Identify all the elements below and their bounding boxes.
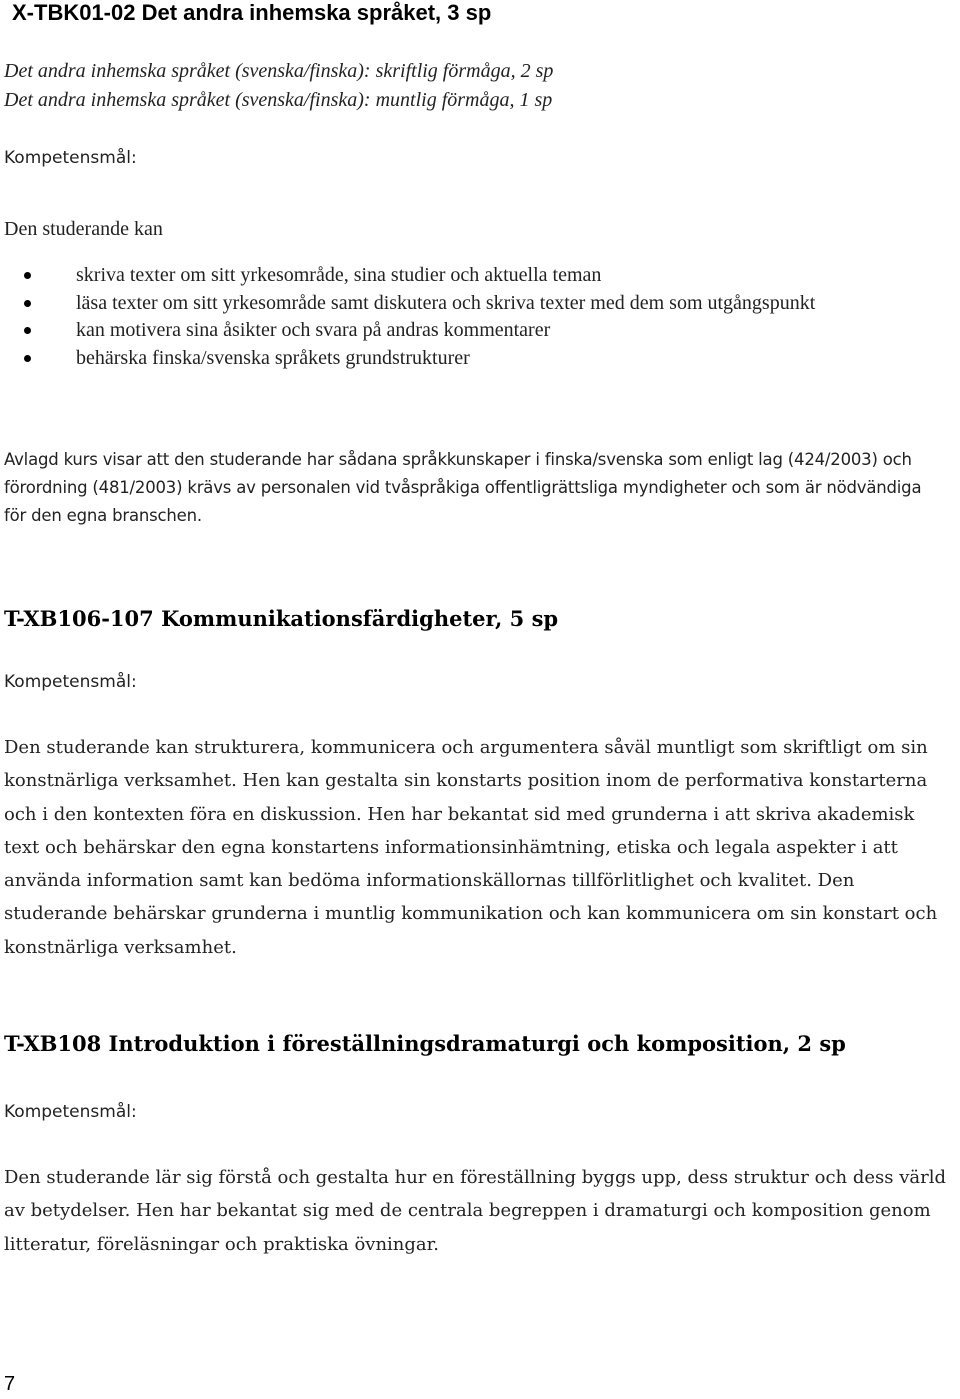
competence-heading: Kompetensmål: xyxy=(4,148,137,168)
list-item: skriva texter om sitt yrkesområde, sina studier och aktuella teman xyxy=(24,262,904,290)
list-item: läsa texter om sitt yrkesområde samt diskutera och skriva texter med dem som utgångspunkt xyxy=(24,290,904,318)
course-title-tbk01: X-TBK01-02 Det andra inhemska språket, 3 sp xyxy=(12,0,492,25)
course-description: Den studerande lär sig förstå och gestalta hur en föreställning byggs upp, dess struktur och dess värld av betydelser. Hen har bekantat sig med de centrala begreppen i dramaturgi och komposition genom litteratur, föreläsningar och praktiska övningar. xyxy=(4,1167,946,1255)
list-item: kan motivera sina åsikter och svara på andras kommentarer xyxy=(24,317,904,345)
course-description: Den studerande kan strukturera, kommunicera och argumentera såväl muntligt som skriftligt om sin konstnärliga verksamhet. Hen kan gestalta sin konstarts position inom de performativa konstarterna och i den kontexten föra en diskussion. Hen har bekantat sid med grunderna i att skriva akademisk text och behärskar den egna konstartens informationsinhämtning, etiska och legala aspekter i att använda information samt kan bedöma informationskällornas tillförlitlighet och kvalitet. Den studerande behärskar grunderna i muntlig kommunikation och kan kommunicera om sin konstart och konstnärliga verksamhet. xyxy=(4,737,938,958)
course-description: Avlagd kurs visar att den studerande har sådana språkkunskaper i finska/svenska som enligt lag (424/2003) och förordning (481/2003) krävs av personalen vid tvåspråkiga offentligrättsliga myndigheter och som är nödvändiga för den egna branschen. xyxy=(4,450,922,525)
competence-heading: Kompetensmål: xyxy=(4,1102,137,1122)
course-title-txb106: T-XB106-107 Kommunikationsfärdigheter, 5 sp xyxy=(4,606,559,631)
subcourse-written: Det andra inhemska språket (svenska/finska): skriftlig förmåga, 2 sp xyxy=(4,60,554,82)
competence-list xyxy=(24,262,904,372)
competence-heading: Kompetensmål: xyxy=(4,672,137,692)
course-title-txb108: T-XB108 Introduktion i föreställningsdramaturgi och komposition, 2 sp xyxy=(4,1031,846,1056)
page-number: 7 xyxy=(4,1373,16,1395)
competence-intro: Den studerande kan xyxy=(4,218,163,240)
subcourse-oral: Det andra inhemska språket (svenska/finska): muntlig förmåga, 1 sp xyxy=(4,89,553,111)
list-item: behärska finska/svenska språkets grundstrukturer xyxy=(24,345,904,373)
